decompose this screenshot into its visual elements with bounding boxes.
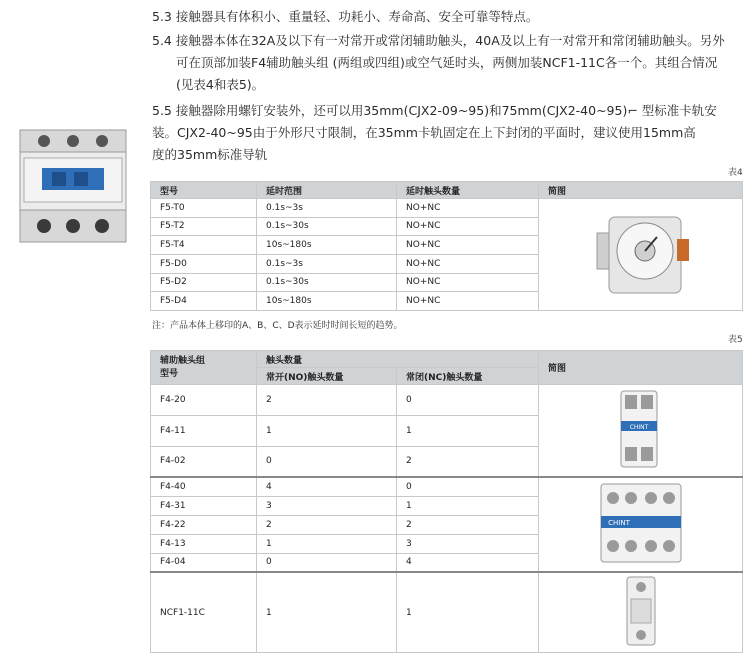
table5-cell: 1: [397, 572, 539, 653]
table5-cell: 2: [257, 385, 397, 416]
contactor-product-photo: [12, 124, 134, 248]
paragraph-5-4-line1: 5.4 接触器本体在32A及以下有一对常开或常闭辅助触头，40A及以上有一对常开和常闭辅助触头。另外: [152, 33, 725, 48]
aux-contact-2-pole-image: [539, 385, 743, 473]
table5-cell: 1: [397, 496, 539, 515]
table5-header-model: [151, 351, 257, 385]
table-row: [151, 477, 743, 496]
table5-cell: 2: [257, 515, 397, 534]
table5-cell: 3: [257, 496, 397, 515]
table5-image-cell-side: [539, 572, 743, 653]
table4-header-model: 型号: [151, 182, 257, 199]
paragraph-5-4-line3: (见表4和表5)。: [176, 77, 265, 92]
paragraph-5-5-line2: 装。CJX2-40~95由于外形尺寸限制，在35mm卡轨固定在上下封闭的平面时，建议使用15mm高: [152, 125, 696, 140]
table4-cell: NO+NC: [397, 273, 539, 292]
table4-cell: F5-T2: [151, 217, 257, 236]
table5-cell: 4: [397, 553, 539, 572]
table5-cell: F4-11: [151, 415, 257, 446]
table5-cell: 2: [397, 515, 539, 534]
table5-cell: F4-31: [151, 496, 257, 515]
table4-cell: F5-T0: [151, 199, 257, 218]
table5-cell: 1: [257, 534, 397, 553]
brand-logo-text: CHINT: [629, 424, 649, 431]
table5-cell: 0: [397, 385, 539, 416]
table5-cell: F4-04: [151, 553, 257, 572]
table5-cell: 0: [257, 553, 397, 572]
table5-header-no: 常开(NO)触头数量: [257, 368, 397, 385]
table5-cell: F4-02: [151, 446, 257, 477]
table5-cell: 0: [257, 446, 397, 477]
table5-header-model-l1: 辅助触头组: [160, 355, 206, 366]
paragraph-5-4-line2: 可在顶部加装F4辅助触头组 (两组或四组)或空气延时头，两侧加装NCF1-11C各一个。其组合情况: [176, 55, 718, 70]
table4-cell: 0.1s~3s: [257, 254, 397, 273]
table5-cell: F4-13: [151, 534, 257, 553]
table4-image-cell: [539, 199, 743, 311]
table4-cell: 0.1s~3s: [257, 199, 397, 218]
side-aux-contact-image: [539, 573, 743, 649]
table-row: [151, 199, 743, 218]
table5-label: 表5: [728, 335, 743, 345]
table5-cell: 4: [257, 477, 397, 496]
paragraph-5-3: 5.3 接触器具有体积小、重量轻、功耗小、寿命高、安全可靠等特点。: [152, 9, 539, 24]
table5-cell: F4-40: [151, 477, 257, 496]
timer-head-image: [539, 199, 743, 307]
table4-header-image: 简图: [539, 182, 743, 199]
table4-label: 表4: [728, 168, 743, 178]
table5-header-model-l2: 型号: [160, 368, 179, 379]
table4-header-range: 延时范围: [257, 182, 397, 199]
table-row: [151, 572, 743, 653]
table4-cell: 0.1s~30s: [257, 217, 397, 236]
table5-header-image: 简图: [539, 351, 743, 385]
table4-cell: F5-D0: [151, 254, 257, 273]
table5-cell: 1: [257, 415, 397, 446]
brand-logo-text: CHINT: [608, 519, 630, 527]
table5-cell: 3: [397, 534, 539, 553]
table4-cell: NO+NC: [397, 254, 539, 273]
table4-cell: NO+NC: [397, 199, 539, 218]
table5-image-cell-4pole: [539, 477, 743, 572]
table5-cell: F4-20: [151, 385, 257, 416]
table4-note: 注：产品本体上移印的A、B、C、D表示延时时间长短的趋势。: [152, 321, 403, 331]
table5-cell: NCF1-11C: [151, 572, 257, 653]
table4-cell: 10s~180s: [257, 292, 397, 311]
table5-cell: 1: [397, 415, 539, 446]
table4-cell: F5-T4: [151, 236, 257, 255]
table4-header-contacts: 延时触头数量: [397, 182, 539, 199]
table4-cell: NO+NC: [397, 217, 539, 236]
table5-cell: 0: [397, 477, 539, 496]
table-row: [151, 385, 743, 416]
table4-cell: NO+NC: [397, 292, 539, 311]
table4: [150, 181, 743, 311]
table4-cell: F5-D2: [151, 273, 257, 292]
paragraph-5-5-line3: 度的35mm标准导轨: [152, 147, 268, 162]
table4-cell: 0.1s~30s: [257, 273, 397, 292]
table4-cell: NO+NC: [397, 236, 539, 255]
table5-header-nc: 常闭(NC)触头数量: [397, 368, 539, 385]
table5-cell: F4-22: [151, 515, 257, 534]
table5-cell: 2: [397, 446, 539, 477]
table5-header-contacts: 触头数量: [257, 351, 539, 368]
paragraph-5-5-line1: 5.5 接触器除用螺钉安装外，还可以用35mm(CJX2-09~95)和75mm(CJX2-40~95)⌐ 型标准卡轨安: [152, 103, 717, 118]
table4-cell: F5-D4: [151, 292, 257, 311]
table5-cell: 1: [257, 572, 397, 653]
aux-contact-4-pole-image: [539, 478, 743, 568]
table5: [150, 350, 743, 653]
table5-image-cell-2pole: [539, 385, 743, 478]
table4-cell: 10s~180s: [257, 236, 397, 255]
